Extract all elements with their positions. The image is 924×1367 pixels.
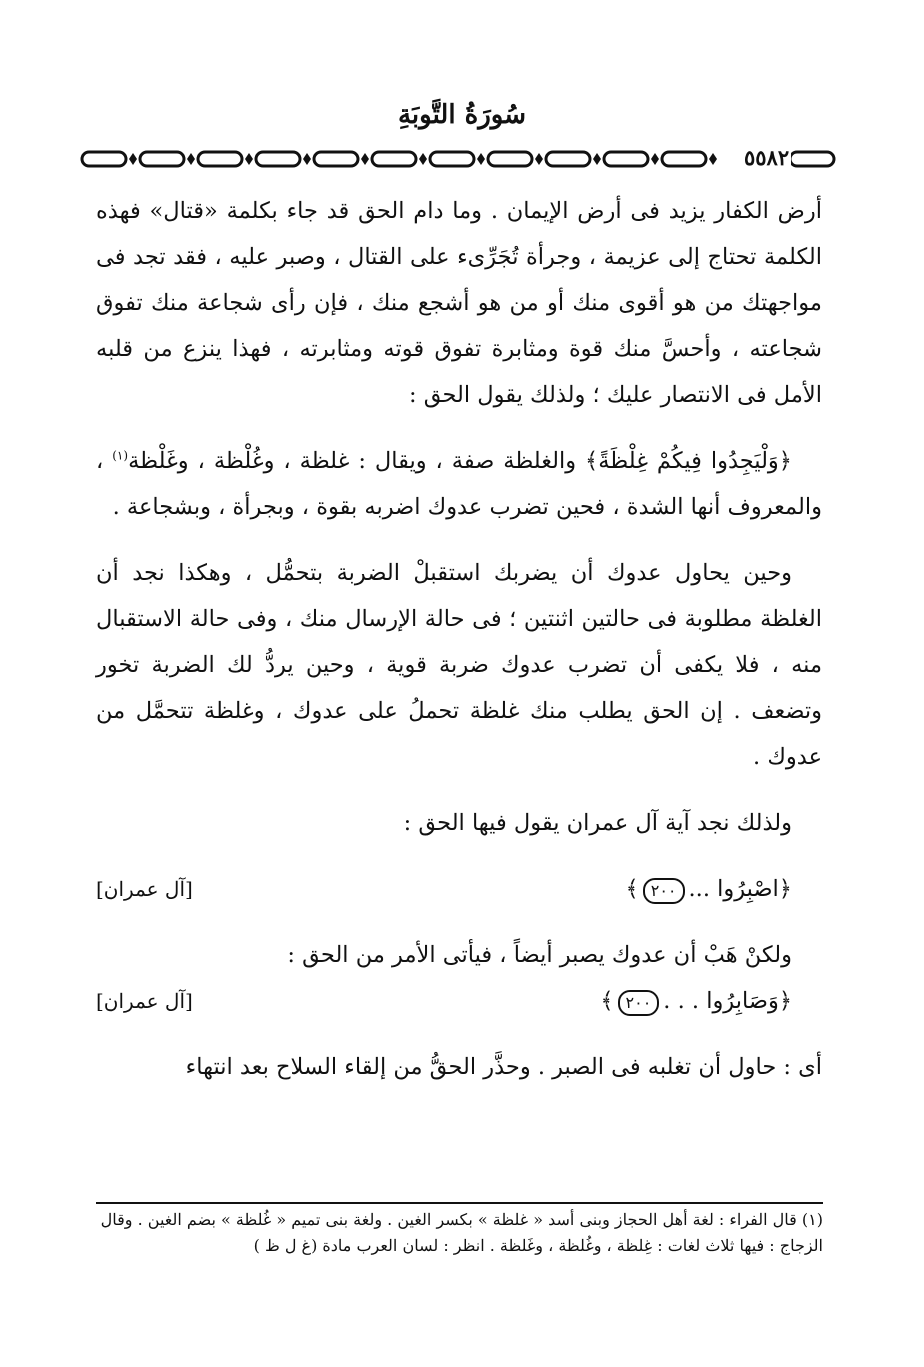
- verse-close-bracket: ﴾: [600, 988, 614, 1014]
- verse-number: ٢٠٠: [618, 990, 660, 1016]
- paragraph: وحين يحاول عدوك أن يضربك استقبلْ الضربة بتحمُّل ، وهكذا نجد أن الغلظة مطلوبة فى حالتين اثنتين ؛ فى حالة الإرسال منك ، وفى حالة الاستقبال منه ، فلا يكفى أن تضرب عدوك ضربة قوية ، وحين يردُّ لك الضربة تخور وتضعف . إن الحق يطلب منك غلظة تحملُ على عدوك ، وغلظة تتحمَّل من عدوك .: [96, 560, 822, 770]
- quran-verse: [600, 978, 822, 1024]
- main-text: [96, 188, 822, 1090]
- footnote-line: (١) قال الفراء : لغة أهل الحجاز وبنى أسد « غلظة » بكسر الغين . ولغة بنى تميم « غُلظة » بضم الغين . وقال: [100, 1210, 823, 1229]
- paragraph: [96, 438, 822, 530]
- footnote-marker: (١): [112, 448, 129, 463]
- paragraph: ولكنْ هَبْ أن عدوك يصبر أيضاً ، فيأتى الأمر من الحق :: [287, 942, 792, 968]
- page-number: ٥٥٨٢: [744, 145, 790, 170]
- verse-close-bracket: ﴾: [625, 876, 639, 902]
- paragraph-text: ، والمعروف أنها الشدة ، فحين تضرب عدوك اضربه بقوة ، وبجرأة ، وبشجاعة .: [96, 448, 822, 520]
- verse-number: ٢٠٠: [643, 878, 685, 904]
- verse-line: [96, 866, 822, 912]
- surah-title: سُورَةُ التَّوبَةِ: [397, 100, 527, 130]
- paragraph: أرض الكفار يزيد فى أرض الإيمان . وما دام الحق قد جاء بكلمة «قتال» فهذه الكلمة تحتاج إلى عزيمة ، وجرأة تُجَرِّىء على القتال ، وصبر عليه ، فقد تجد فى مواجهتك من هو أقوى منك أو من هو أشجع منك ، فإن رأى شجاعة منك تفوق شجاعته ، وأحسَّ منك قوة ومثابرة تفوق قوته ومثابرته ، فهذا ينزع من قلبه الأمل فى الانتصار عليك ؛ ولذلك يقول الحق :: [96, 198, 822, 408]
- quran-verse: [626, 866, 822, 912]
- paragraph-text: والغلظة صفة ، ويقال : غلظة ، وغُلْظة ، وغَلْظة: [128, 448, 586, 474]
- quran-verse: ﴿وَلْيَجِدُوا فِيكُمْ غِلْظَةً﴾: [585, 448, 792, 474]
- footnote-divider: [96, 1202, 823, 1204]
- surah-reference: [آل عمران]: [96, 989, 193, 1013]
- paragraph: ولذلك نجد آية آل عمران يقول فيها الحق :: [403, 810, 792, 836]
- surah-reference: [آل عمران]: [96, 877, 193, 901]
- paragraph: أى : حاول أن تغلبه فى الصبر . وحذَّر الحقُّ من إلقاء السلاح بعد انتهاء: [185, 1054, 822, 1080]
- verse-text: ﴿اصْبِرُوا ...: [688, 876, 792, 902]
- footnotes: [96, 1207, 823, 1259]
- verse-text: ﴿وَصَابِرُوا . . .: [663, 988, 792, 1014]
- header-ornament-rule: [78, 146, 840, 172]
- footnote-line: الزجاج : فيها ثلاث لغات : غِلظة ، وغُلظة ، وغَلظة . انظر : لسان العرب مادة (غ ل ظ ): [253, 1236, 823, 1255]
- verse-line: [96, 978, 822, 1024]
